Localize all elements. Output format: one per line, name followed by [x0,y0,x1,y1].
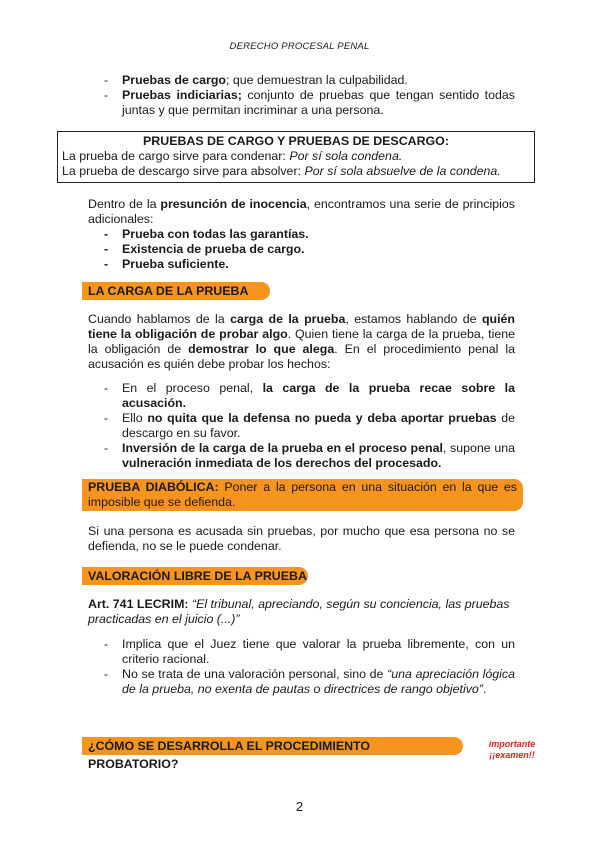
list-item: - Existencia de prueba de cargo. [88,242,515,257]
art-741-paragraph: Art. 741 LECRIM: “El tribunal, apreciando, según su conciencia, las pruebas practicadas en el juicio (...)” [88,597,510,626]
section-heading-valoracion: VALORACIÓN LIBRE DE LA PRUEBA [82,567,308,585]
section-heading-carga: LA CARGA DE LA PRUEBA [82,282,270,300]
list-item: - Pruebas indiciarias; conjunto de pruebas que tengan sentido todas juntas y que permitan incriminar a una persona. [88,88,515,118]
list-item: - Implica que el Juez tiene que valorar la prueba libremente, con un criterio racional. [88,637,515,667]
carga-paragraph: Cuando hablamos de la carga de la prueba, estamos hablando de quién tiene la obligación de probar algo. Quien tiene la carga de la prueba, tiene la obligación de demostrar lo que alega. En el procedimiento penal la acusación es quién debe probar los hechos: [88,312,515,371]
list-item: - Inversión de la carga de la prueba en el proceso penal, supone una vulneración inmediata de los derechos del procesado. [88,441,515,471]
prueba-diabolica-callout: PRUEBA DIABÓLICA: Poner a la persona en una situación en la que es imposible que se defienda. [82,479,523,511]
prueba-types-list [88,73,515,118]
principios-list [88,227,515,272]
carga-list [88,381,515,471]
list-item: - En el proceso penal, la carga de la prueba recae sobre la acusación. [88,381,515,411]
list-item: - Prueba con todas las garantías. [88,227,515,242]
page-number: 2 [295,799,304,814]
list-item: - Ello no quita que la defensa no pueda y deba aportar pruebas de descargo en su favor. [88,411,515,441]
definition-box [57,131,535,183]
important-note: importante ¡¡examen!! [488,739,536,760]
valoracion-list [88,637,515,697]
section-heading-procedimiento: ¿CÓMO SE DESARROLLA EL PROCEDIMIENTO PROBATORIO? [82,737,463,755]
box-title: PRUEBAS DE CARGO Y PRUEBAS DE DESCARGO: [143,134,449,148]
sin-pruebas-paragraph: Si una persona es acusada sin pruebas, por mucho que esa persona no se defienda, no se le puede condenar. [88,524,515,553]
list-item: - No se trata de una valoración personal, sino de “una apreciación lógica de la prueba, no exenta de pautas o directrices de rango objetivo”. [88,667,515,697]
list-item: - Prueba suficiente. [88,257,515,272]
box-line-cargo: La prueba de cargo sirve para condenar: Por sí sola condena. [62,149,403,163]
running-header: DERECHO PROCESAL PENAL [229,41,370,52]
presuncion-paragraph: Dentro de la presunción de inocencia, encontramos una serie de principios adicionales: [88,197,515,226]
list-item: - Pruebas de cargo; que demuestran la culpabilidad. [88,73,515,88]
box-line-descargo: La prueba de descargo sirve para absolver: Por sí sola absuelve de la condena. [62,164,501,178]
